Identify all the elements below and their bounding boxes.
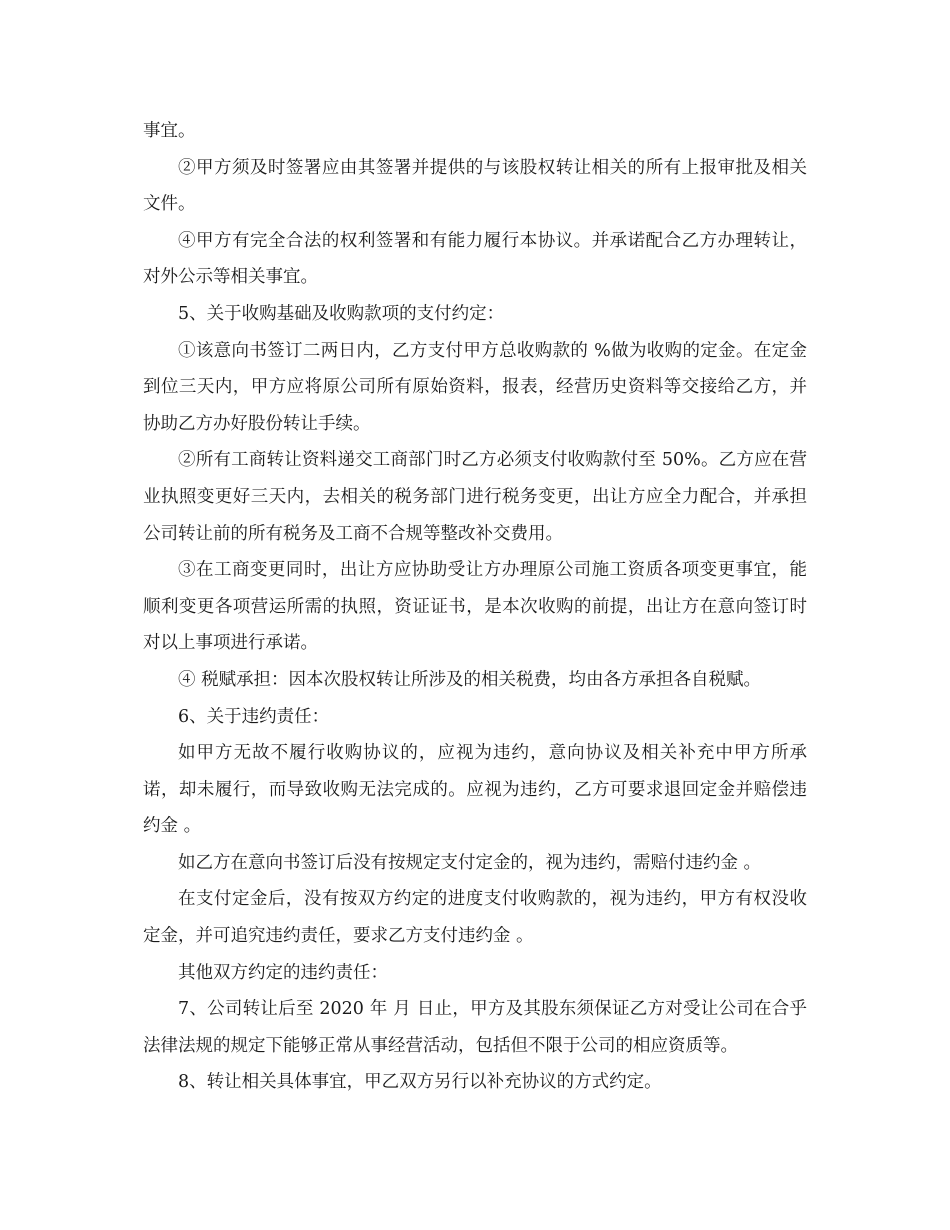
- paragraph: 事宜。: [143, 121, 196, 141]
- paragraph: 如乙方在意向书签订后没有按规定支付定金的，视为违约，需赔付违约金 。: [178, 852, 762, 873]
- section-heading-5: 5、关于收购基础及收购款项的支付约定：: [178, 303, 505, 324]
- paragraph: ②甲方须及时签署应由其签署并提供的与该股权转让相关的所有上报审批及相关文件。: [143, 157, 807, 215]
- paragraph: ③在工商变更同时，出让方应协助受让方办理原公司施工资质各项变更事宜，能顺利变更各项营运所需的执照，资证证书，是本次收购的前提，出让方在意向签订时对以上事项进行承诺。: [143, 560, 807, 654]
- paragraph: 其他双方约定的违约责任：: [178, 962, 388, 983]
- paragraph: 如甲方无故不履行收购协议的，应视为违约，意向协议及相关补充中甲方所承诺，却未履行，而导致收购无法完成的。应视为违约，乙方可要求退回定金并赔偿违约金 。: [143, 743, 807, 837]
- paragraph: ①该意向书签订二两日内，乙方支付甲方总收购款的 %做为收购的定金。在定金到位三天内，甲方应将原公司所有原始资料，报表，经营历史资料等交接给乙方，并协助乙方办好股份转让手续。: [143, 340, 807, 434]
- section-heading-7: 7、公司转让后至 2020 年 月 日止，甲方及其股东须保证乙方对受让公司在合乎法律法规的规定下能够正常从事经营活动，包括但不限于公司的相应资质等。: [143, 999, 807, 1056]
- paragraph: 在支付定金后，没有按双方约定的进度支付收购款的，视为违约，甲方有权没收定金，并可追究违约责任，要求乙方支付违约金 。: [143, 889, 807, 947]
- section-heading-8: 8、转让相关具体事宜，甲乙双方另行以补充协议的方式约定。: [178, 1072, 662, 1093]
- paragraph: ④甲方有完全合法的权利签署和有能力履行本协议。并承诺配合乙方办理转让，对外公示等相关事宜。: [143, 230, 807, 288]
- document-body: [143, 113, 807, 1101]
- paragraph: ②所有工商转让资料递交工商部门时乙方必须支付收购款付至 50%。乙方应在营业执照变更好三天内，去相关的税务部门进行税务变更，出让方应全力配合，并承担公司转让前的所有税务及工商不合规等整改补交费用。: [143, 450, 807, 544]
- section-heading-6: 6、关于违约责任：: [178, 706, 330, 727]
- paragraph: ④ 税赋承担：因本次股权转让所涉及的相关税费，均由各方承担各自税赋。: [178, 669, 762, 690]
